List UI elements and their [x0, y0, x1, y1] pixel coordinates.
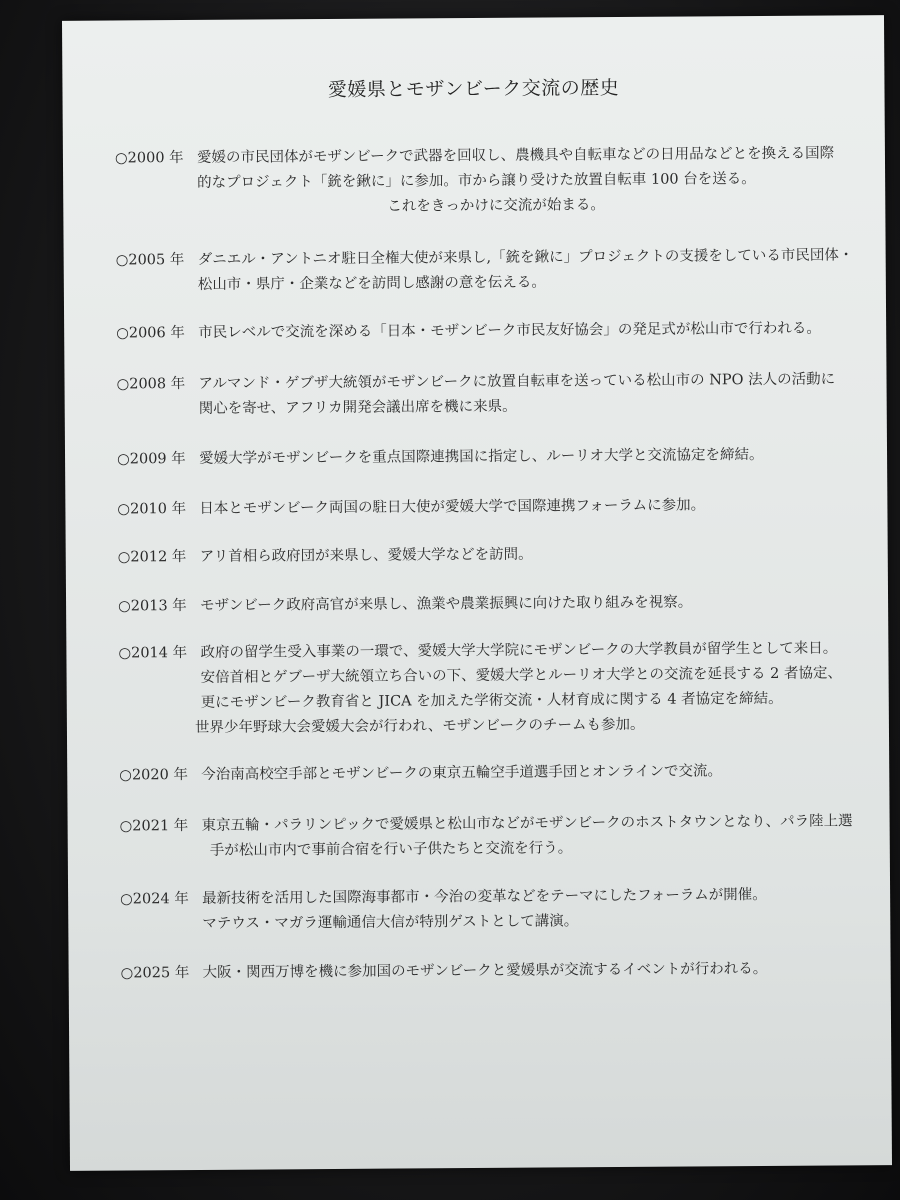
timeline-entry-2012	[117, 540, 868, 566]
entry-line: 松山市・県庁・企業などを訪問し感謝の意を伝える。	[197, 274, 546, 293]
entry-line: これをきっかけに交流が始まる。	[387, 197, 605, 215]
entry-year: ○2008 年	[116, 376, 186, 393]
entry-line: 更にモザンビーク教育省と JICA を加えた学術交流・人材育成に関する 4 者協定を締結。	[200, 690, 783, 711]
entry-line: 市民レベルで交流を深める「日本・モザンビーク市民友好協会」の発足式が松山市で行われる。	[198, 320, 821, 341]
entry-text	[198, 243, 866, 298]
timeline-entry-2025	[120, 956, 871, 982]
entry-line: 的なプロジェクト「銃を鍬に」に参加。市から譲り受けた放置自転車 100 台を送る。	[197, 171, 756, 191]
timeline-entry-2010	[117, 492, 867, 518]
timeline-entry-2020	[119, 758, 869, 784]
entry-year: ○2020 年	[119, 767, 188, 784]
entry-text	[200, 589, 868, 619]
entry-text	[203, 956, 871, 986]
entry-year: ○2025 年	[120, 965, 190, 982]
entry-year: ○2012 年	[117, 549, 187, 566]
timeline-entry-2024	[120, 882, 870, 932]
entry-line: 今治南高校空手部とモザンビークの東京五輪空手道選手団とオンラインで交流。	[201, 763, 723, 783]
entry-text	[202, 809, 870, 864]
entry-line: 政府の留学生受入事業の一環で、愛媛大学大学院にモザンビークの大学教員が留学生として来日。	[200, 640, 838, 661]
entry-year: ○2010 年	[117, 501, 187, 518]
entry-year: ○2006 年	[116, 325, 185, 342]
timeline-entry-2000	[114, 141, 865, 215]
entry-text	[202, 882, 870, 937]
entry-line: マテウス・マガラ運輸通信大信が特別ゲストとして講演。	[202, 913, 579, 932]
entry-line: 日本とモザンビーク両国の駐日大使が愛媛大学で国際連携フォーラムに参加。	[199, 497, 706, 517]
timeline-entry-2021	[119, 809, 870, 859]
entry-line: 東京五輪・パラリンピックで愛媛県と松山市などがモザンビークのホストタウンとなり、パラ陸上選	[201, 813, 853, 834]
entry-line: 大阪・関西万博を機に参加国のモザンビークと愛媛県が交流するイベントが行われる。	[202, 960, 768, 981]
entry-line: 安倍首相とゲブーザ大統領立ち合いの下、愛媛大学とルーリオ大学との交流を延長する 2 者協定、	[200, 665, 843, 686]
entry-year: ○2021 年	[119, 818, 189, 835]
entry-line: モザンビーク政府高官が来県し、漁業や農業振興に向けた取り組みを視察。	[200, 594, 693, 614]
entry-line: 愛媛の市民団体がモザンビークで武器を回収し、農機具や自転車などの日用品などとを換える国際	[196, 145, 835, 166]
entry-text	[201, 758, 869, 788]
timeline-entry-2006	[116, 316, 866, 342]
timeline-entry-2005	[115, 243, 866, 293]
entry-text	[200, 540, 868, 570]
timeline-entry-2014	[118, 636, 868, 736]
entry-year: ○2024 年	[120, 891, 189, 908]
entry-text	[199, 492, 867, 522]
entry-text	[197, 141, 866, 221]
entry-year: ○2000 年	[114, 150, 184, 167]
entry-line: 関心を寄せ、アフリカ開発会議出席を機に来県。	[198, 398, 517, 417]
entry-line: アルマンド・ゲブザ大統領がモザンビークに放置自転車を送っている松山市の NPO 法人の活動に	[198, 371, 836, 392]
entry-text	[194, 636, 869, 741]
entry-text	[198, 367, 866, 422]
timeline-entry-2009	[117, 442, 867, 468]
document-page	[62, 15, 892, 1171]
entry-text	[198, 316, 866, 346]
entry-year: ○2009 年	[117, 451, 186, 468]
entry-year: ○2014 年	[118, 645, 188, 662]
entry-line: 最新技術を活用した国際海事都市・今治の変革などをテーマにしたフォーラムが開催。	[202, 886, 767, 907]
entry-line: 世界少年野球大会愛媛大会が行われ、モザンビークのチームも参加。	[194, 716, 645, 736]
entry-line: ダニエル・アントニオ駐日全権大使が来県し,「銃を鍬に」プロジェクトの支援をしている市民団体・	[197, 247, 854, 268]
entry-year: ○2013 年	[118, 598, 187, 615]
entry-line: 愛媛大学がモザンビークを重点国際連携国に指定し、ルーリオ大学と交流協定を締結。	[199, 446, 764, 467]
entry-line: 手が松山市内で事前合宿を行い子供たちと交流を行う。	[209, 840, 573, 859]
timeline-entry-2008	[116, 367, 866, 417]
entry-line: アリ首相ら政府団が来県し、愛媛大学などを訪問。	[199, 546, 533, 565]
timeline-entry-2013	[118, 589, 868, 615]
entry-text	[199, 442, 867, 472]
document-title: 愛媛県とモザンビーク交流の歴史	[327, 76, 620, 102]
entry-year: ○2005 年	[115, 252, 185, 269]
